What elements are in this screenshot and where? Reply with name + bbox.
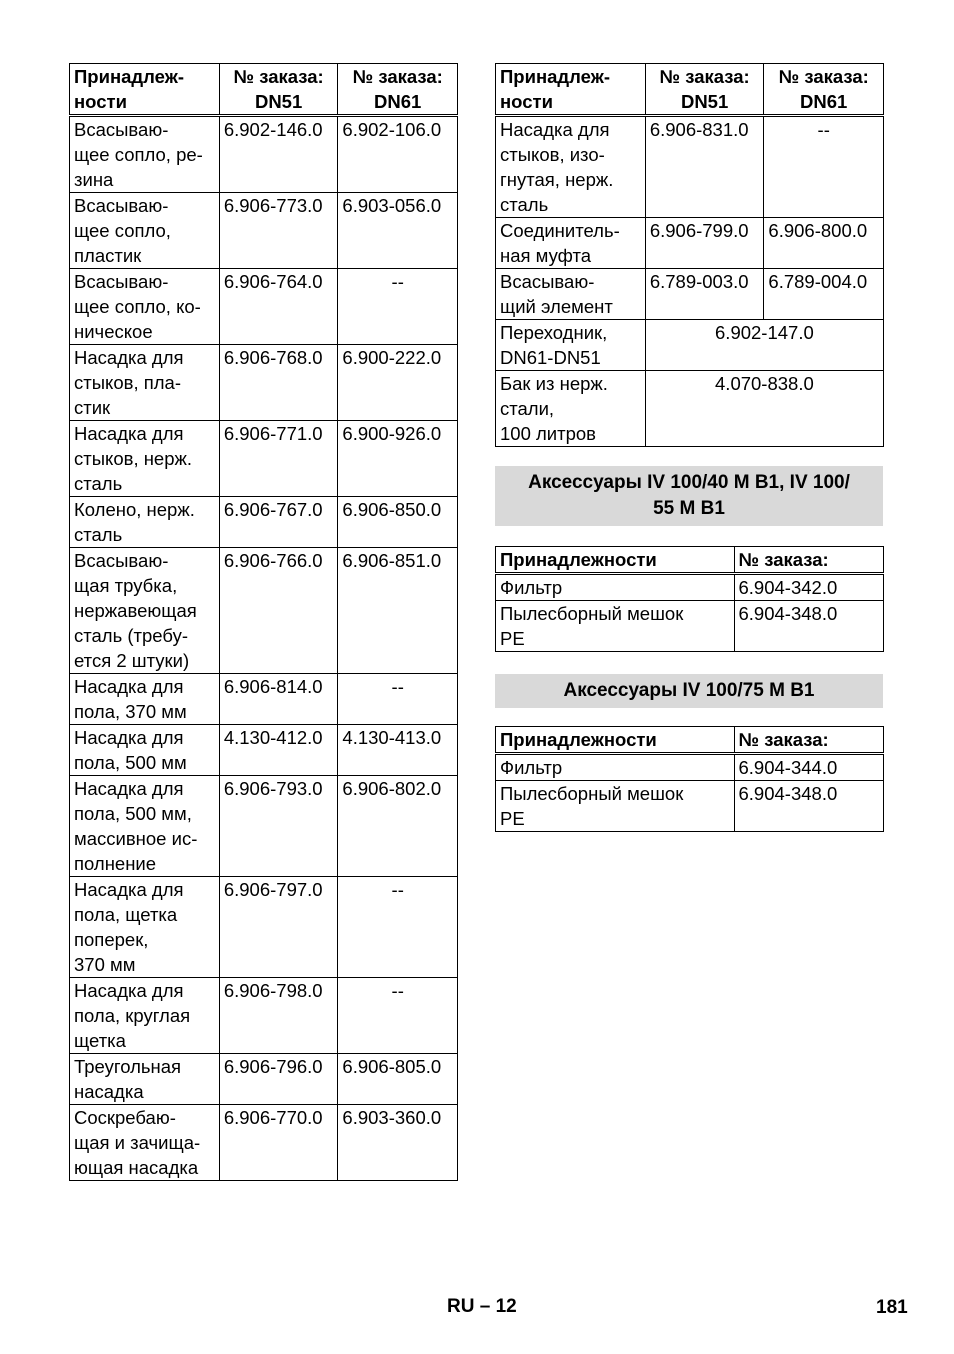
cell-accessory-name: Фильтр	[496, 754, 735, 781]
cell-accessory-name: Фильтр	[496, 574, 735, 601]
table-row	[70, 116, 458, 193]
cell-order-number: 6.906-805.0	[338, 1054, 458, 1105]
cell-order-number-shared: 4.070-838.0	[645, 371, 883, 447]
cell-accessory-name: Насадка для пола, 370 мм	[70, 674, 220, 725]
cell-order-number: --	[338, 269, 458, 345]
cell-order-number: 6.906-850.0	[338, 497, 458, 548]
table-row	[496, 371, 884, 447]
cell-order-number: 6.906-851.0	[338, 548, 458, 674]
cell-order-number: 6.789-004.0	[764, 269, 884, 320]
cell-accessory-name: Всасываю- щее сопло, пластик	[70, 193, 220, 269]
cell-order-number: 6.906-798.0	[219, 978, 338, 1054]
cell-accessory-name: Соединитель- ная муфта	[496, 218, 646, 269]
cell-accessory-name: Пылесборный мешок PE	[496, 781, 735, 832]
cell-accessory-name: Соскребаю- щая и зачища- ющая насадка	[70, 1105, 220, 1181]
cell-accessory-name: Всасываю- щий элемент	[496, 269, 646, 320]
table-body	[70, 116, 458, 1181]
accessories-table-left	[69, 63, 458, 1181]
cell-accessory-name: Насадка для пола, 500 мм	[70, 725, 220, 776]
table-row	[70, 548, 458, 674]
header-accessories: Принадлежности	[496, 547, 735, 574]
table-body	[496, 754, 884, 832]
table-header-row	[496, 547, 884, 574]
cell-order-number: 6.906-802.0	[338, 776, 458, 877]
table-row	[496, 269, 884, 320]
table-row	[70, 345, 458, 421]
cell-order-number: 6.900-222.0	[338, 345, 458, 421]
cell-order-number: 6.902-146.0	[219, 116, 338, 193]
header-accessories: Принадлеж- ности	[496, 64, 646, 116]
accessories-table-iv100-40-55	[495, 546, 884, 652]
section-heading-iv100-40-55: Аксессуары IV 100/40 M B1, IV 100/ 55 M B1	[495, 466, 883, 526]
cell-accessory-name: Колено, нерж. сталь	[70, 497, 220, 548]
cell-order-number: 6.906-766.0	[219, 548, 338, 674]
cell-order-number: 6.906-831.0	[645, 116, 764, 218]
cell-accessory-name: Всасываю- щая трубка, нержавеющая сталь (требу- ется 2 штуки)	[70, 548, 220, 674]
table-row	[70, 776, 458, 877]
table-header-row	[496, 727, 884, 754]
cell-order-number: 6.906-768.0	[219, 345, 338, 421]
cell-order-number: 6.903-360.0	[338, 1105, 458, 1181]
cell-order-number: 6.902-106.0	[338, 116, 458, 193]
table-row	[496, 754, 884, 781]
table-row	[70, 193, 458, 269]
cell-order-number: 4.130-412.0	[219, 725, 338, 776]
cell-accessory-name: Насадка для стыков, нерж. сталь	[70, 421, 220, 497]
table-row	[70, 725, 458, 776]
cell-order-number: 6.906-800.0	[764, 218, 884, 269]
cell-order-number: 6.903-056.0	[338, 193, 458, 269]
header-order-dn61: № заказа: DN61	[764, 64, 884, 116]
cell-order-number: 6.904-342.0	[734, 574, 884, 601]
footer-page-number: 181	[876, 1297, 908, 1318]
cell-order-number: 6.904-348.0	[734, 781, 884, 832]
table-row	[70, 497, 458, 548]
header-accessories: Принадлеж- ности	[70, 64, 220, 116]
table-row	[496, 574, 884, 601]
table-row	[496, 601, 884, 652]
cell-order-number: 6.906-771.0	[219, 421, 338, 497]
table-body	[496, 574, 884, 652]
cell-order-number: --	[338, 674, 458, 725]
cell-order-number: --	[338, 877, 458, 978]
cell-order-number: --	[764, 116, 884, 218]
cell-accessory-name: Насадка для пола, 500 мм, массивное ис- полнение	[70, 776, 220, 877]
cell-order-number: 6.904-344.0	[734, 754, 884, 781]
cell-accessory-name: Всасываю- щее сопло, ре- зина	[70, 116, 220, 193]
cell-order-number: 6.789-003.0	[645, 269, 764, 320]
cell-accessory-name: Насадка для пола, круглая щетка	[70, 978, 220, 1054]
table-header-row	[496, 64, 884, 116]
table-row	[70, 978, 458, 1054]
cell-order-number: 6.906-793.0	[219, 776, 338, 877]
cell-order-number: 6.906-814.0	[219, 674, 338, 725]
table-row	[70, 1105, 458, 1181]
table-header-row	[70, 64, 458, 116]
table-row	[496, 218, 884, 269]
cell-order-number: 6.906-770.0	[219, 1105, 338, 1181]
cell-order-number-shared: 6.902-147.0	[645, 320, 883, 371]
cell-order-number: 6.906-764.0	[219, 269, 338, 345]
table-row	[70, 1054, 458, 1105]
table-row	[70, 877, 458, 978]
table-row	[496, 116, 884, 218]
table-row	[70, 674, 458, 725]
table-row	[496, 320, 884, 371]
cell-accessory-name: Переходник, DN61-DN51	[496, 320, 646, 371]
cell-accessory-name: Бак из нерж. стали, 100 литров	[496, 371, 646, 447]
table-row	[70, 269, 458, 345]
cell-order-number: 6.904-348.0	[734, 601, 884, 652]
cell-order-number: 6.900-926.0	[338, 421, 458, 497]
cell-order-number: 4.130-413.0	[338, 725, 458, 776]
cell-order-number: 6.906-796.0	[219, 1054, 338, 1105]
accessories-table-right	[495, 63, 884, 447]
header-order-dn51: № заказа: DN51	[645, 64, 764, 116]
cell-order-number: 6.906-773.0	[219, 193, 338, 269]
header-order-dn61: № заказа: DN61	[338, 64, 458, 116]
cell-order-number: 6.906-767.0	[219, 497, 338, 548]
accessories-table-iv100-75	[495, 726, 884, 832]
cell-accessory-name: Пылесборный мешок PE	[496, 601, 735, 652]
cell-order-number: --	[338, 978, 458, 1054]
cell-accessory-name: Всасываю- щее сопло, ко- ническое	[70, 269, 220, 345]
cell-order-number: 6.906-797.0	[219, 877, 338, 978]
cell-accessory-name: Треугольная насадка	[70, 1054, 220, 1105]
header-order-number: № заказа:	[734, 547, 884, 574]
header-order-number: № заказа:	[734, 727, 884, 754]
footer-language-page: RU – 12	[447, 1296, 517, 1317]
header-order-dn51: № заказа: DN51	[219, 64, 338, 116]
section-heading-iv100-75: Аксессуары IV 100/75 M B1	[495, 674, 883, 708]
table-body	[496, 116, 884, 447]
header-accessories: Принадлежности	[496, 727, 735, 754]
table-row	[496, 781, 884, 832]
table-row	[70, 421, 458, 497]
cell-accessory-name: Насадка для пола, щетка поперек, 370 мм	[70, 877, 220, 978]
cell-order-number: 6.906-799.0	[645, 218, 764, 269]
cell-accessory-name: Насадка для стыков, пла- стик	[70, 345, 220, 421]
cell-accessory-name: Насадка для стыков, изо- гнутая, нерж. сталь	[496, 116, 646, 218]
